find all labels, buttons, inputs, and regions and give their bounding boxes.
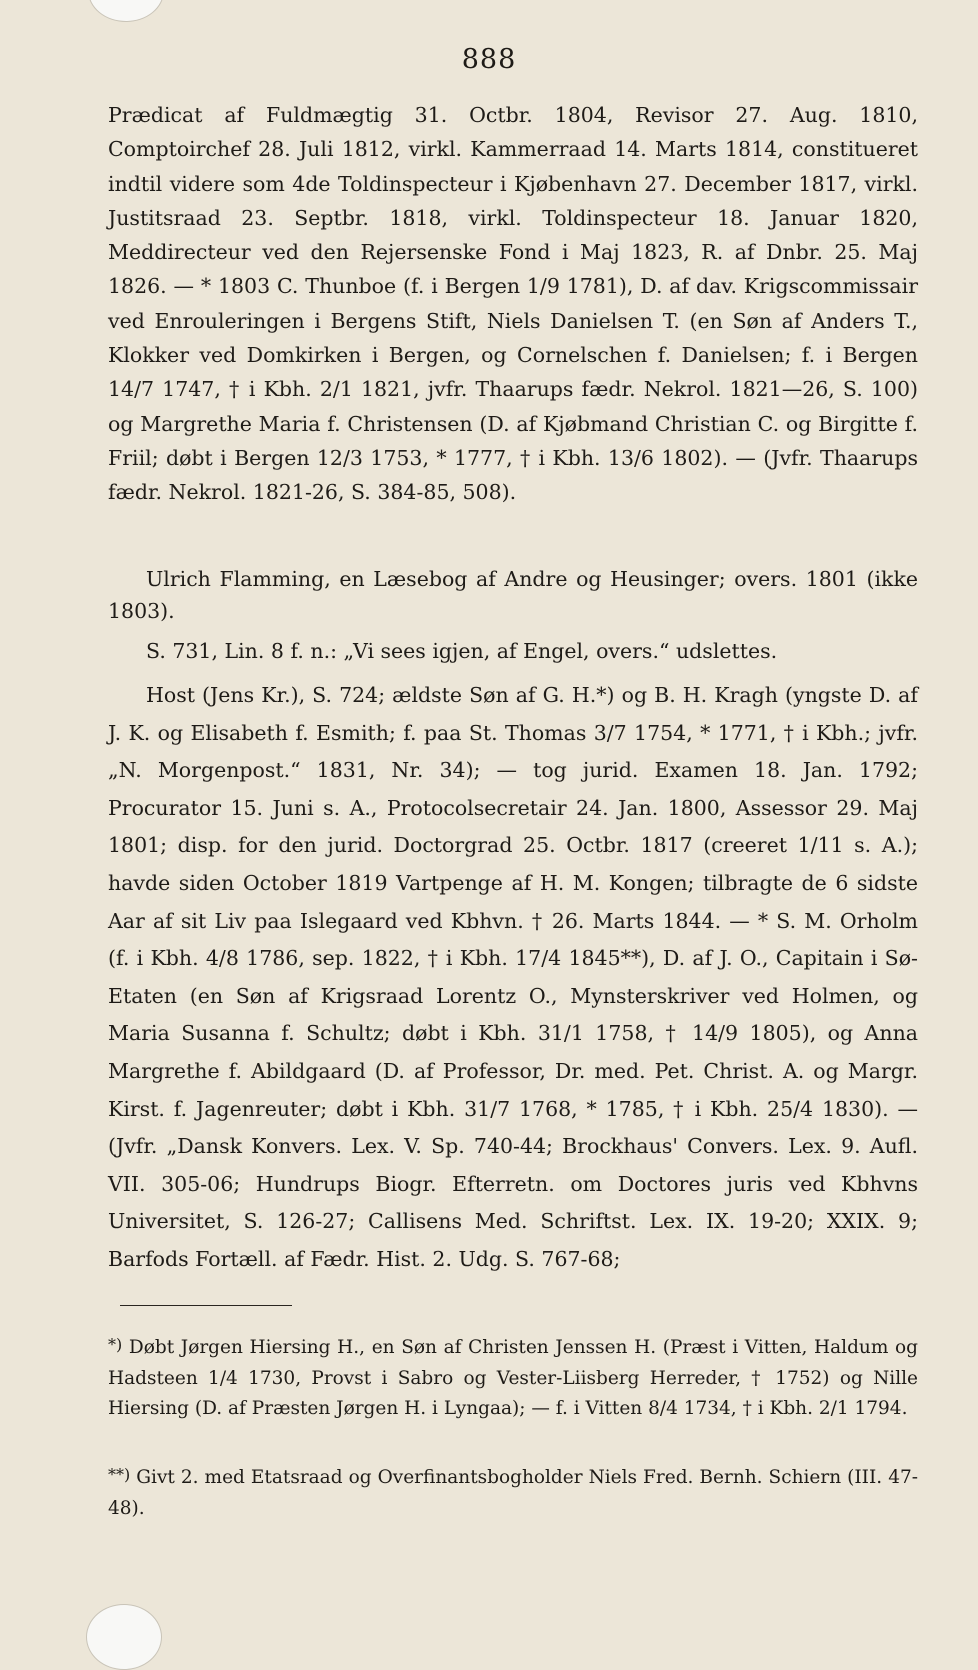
footnote-mark: **) [108,1465,131,1484]
footnote-1 [108,1330,918,1425]
footnote-mark: *) [108,1335,123,1354]
footnote-divider [120,1305,292,1306]
entry-host-jens [108,677,918,1279]
main-paragraph-text: Prædicat af Fuldmægtig 31. Octbr. 1804, Revisor 27. Aug. 1810, Comptoirchef 28. Juli 1812, virkl. Kammerraad 14. Marts 1814, constitueret indtil videre som 4de Toldinspecteur i Kjøbenhavn 27. December 1817, virkl. Justitsraad 23. Septbr. 1818, virkl. Toldinspecteur 18. Januar 1820, Meddirecteur ved den Rejersenske Fond i Maj 1823, R. af Dnbr. 25. Maj 1826. — * 1803 C. Thunboe (f. i Bergen 1/9 1781), D. af dav. Krigscommissair ved Enrouleringen i Bergens Stift, Niels Danielsen T. (en Søn af Anders T., Klokker ved Domkirken i Bergen, og Cornelschen f. Danielsen; f. i Bergen 14/7 1747, † i Kbh. 2/1 1821, jvfr. Thaarups fædr. Nekrol. 1821—26, S. 100) og Margrethe Maria f. Christensen (D. af Kjøbmand Christian C. og Birgitte f. Friil; døbt i Bergen 12/3 1753, * 1777, † i Kbh. 13/6 1802). — (Jvfr. Thaarups fædr. Nekrol. 1821-26, S. 384-85, 508). [108,103,918,505]
main-paragraph [108,98,918,510]
entry-text: Ulrich Flamming, en Læsebog af Andre og Heusinger; overs. 1801 (ikke 1803). [108,567,918,623]
footnote-text: Døbt Jørgen Hiersing H., en Søn af Christen Jenssen H. (Præst i Vitten, Haldum og Hadsteen 1/4 1730, Provst i Sabro og Vester-Liisberg Herreder, † 1752) og Nille Hiersing (D. af Præsten Jørgen H. i Lyngaa); — f. i Vitten 8/4 1734, † i Kbh. 2/1 1794. [108,1337,918,1419]
entry-text: Host (Jens Kr.), S. 724; ældste Søn af G. H.*) og B. H. Kragh (yngste D. af J. K. og Elisabeth f. Esmith; f. paa St. Thomas 3/7 1754, * 1771, † i Kbh.; jvfr. „N. Morgenpost.“ 1831, Nr. 34); — tog jurid. Examen 18. Jan. 1792; Procurator 15. Juni s. A., Protocolsecretair 24. Jan. 1800, Assessor 29. Maj 1801; disp. for den jurid. Doctorgrad 25. Octbr. 1817 (creeret 1/11 s. A.); havde siden October 1819 Vartpenge af H. M. Kongen; tilbragte de 6 sidste Aar af sit Liv paa Islegaard ved Kbhvn. † 26. Marts 1844. — * S. M. Orholm (f. i Kbh. 4/8 1786, sep. 1822, † i Kbh. 17/4 1845**), D. af J. O., Capitain i Sø-Etaten (en Søn af Krigsraad Lorentz O., Mynsterskriver ved Holmen, og Maria Susanna f. Schultz; døbt i Kbh. 31/1 1758, † 14/9 1805), og Anna Margrethe f. Abildgaard (D. af Professor, Dr. med. Pet. Christ. A. og Margr. Kirst. f. Jagenreuter; døbt i Kbh. 31/7 1768, * 1785, † i Kbh. 25/4 1830). — (Jvfr. „Dansk Konvers. Lex. V. Sp. 740-44; Brockhaus' Convers. Lex. 9. Aufl. VII. 305-06; Hundrups Biogr. Efterretn. om Doctores juris ved Kbhvns Universitet, S. 126-27; Callisens Med. Schriftst. Lex. IX. 19-20; XXIX. 9; Barfods Fortæll. af Fædr. Hist. 2. Udg. S. 767-68; [108,683,918,1271]
binder-clip-top [88,0,164,22]
entry-text: S. 731, Lin. 8 f. n.: „Vi sees igjen, af Engel, overs.“ udslettes. [146,639,778,663]
page-number: 888 [461,44,517,75]
entry-correction [108,634,918,668]
binder-clip-bottom [86,1604,162,1670]
entry-ulrich-flamming [108,563,918,627]
footnote-text: Givt 2. med Etatsraad og Overfinantsbogholder Niels Fred. Bernh. Schiern (III. 47-48). [108,1467,918,1519]
footnote-2 [108,1460,918,1524]
